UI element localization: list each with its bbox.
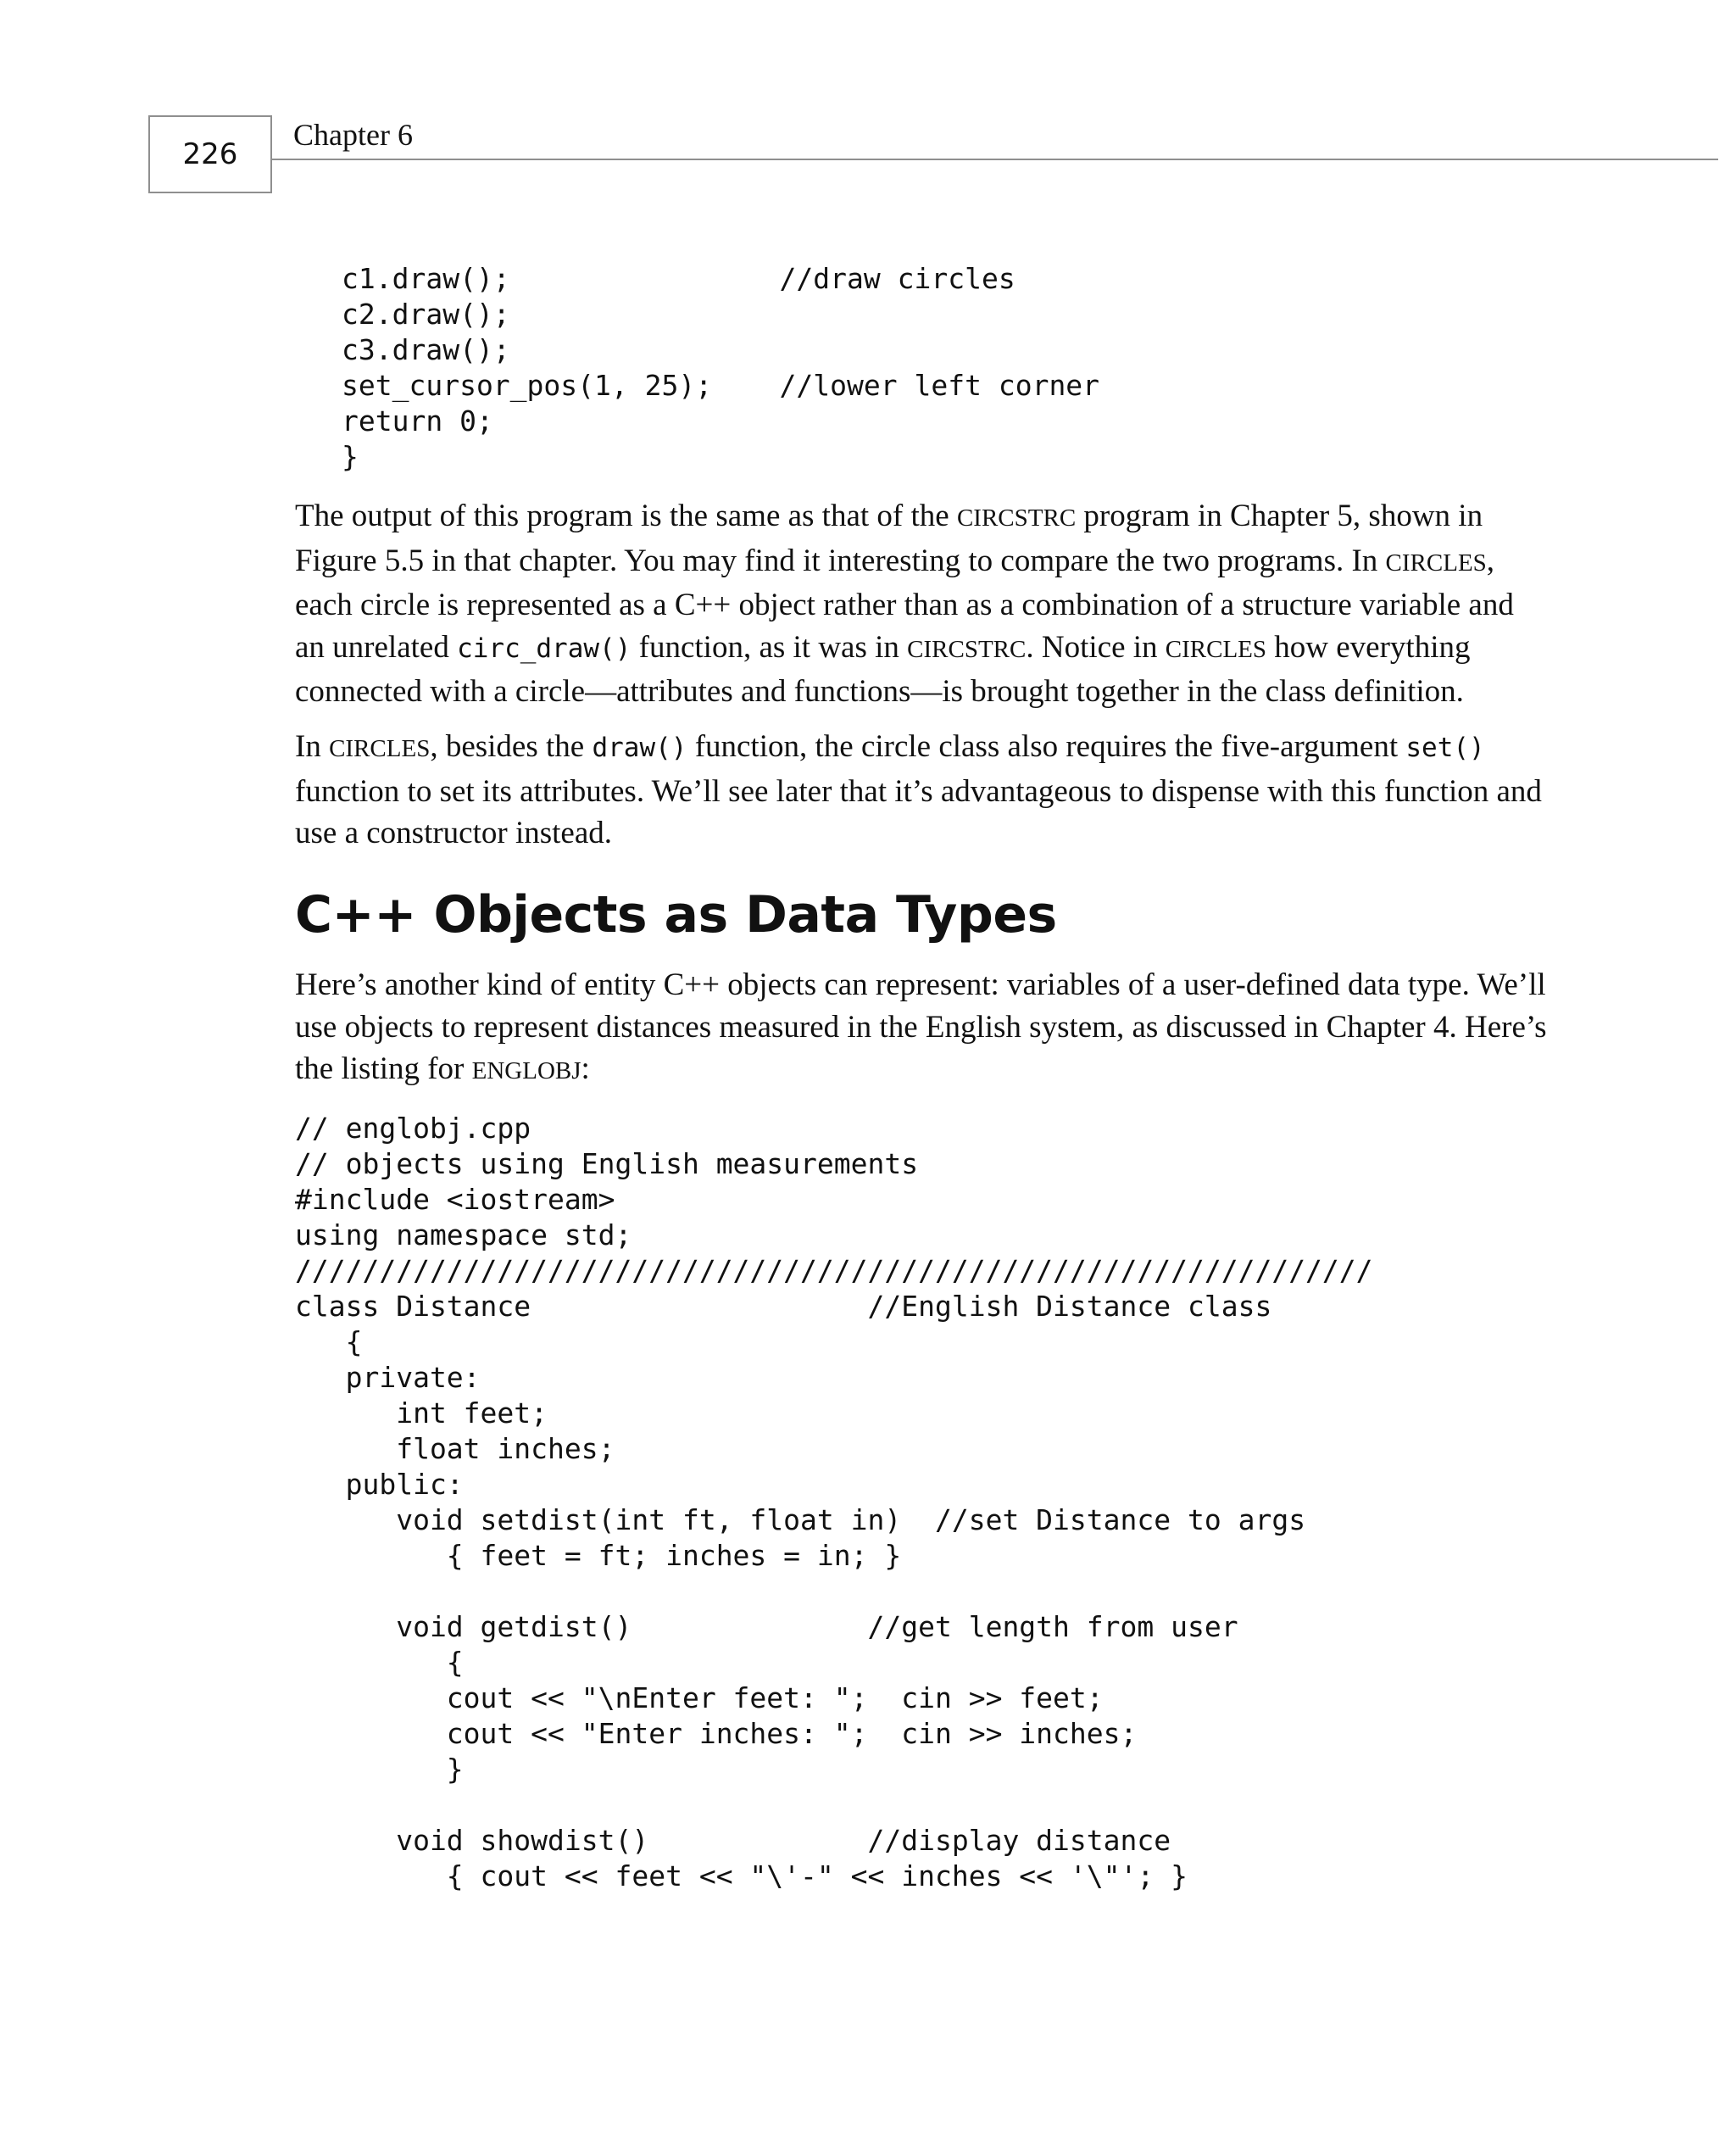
inline-code-circ-draw: circ_draw() <box>457 633 632 664</box>
text-run: function to set its attributes. We’ll see later that it’s advantageous to dispense with this function and use a constructor instead. <box>295 773 1542 850</box>
code-listing-circles-end: c1.draw(); //draw circles c2.draw(); c3.draw(); set_cursor_pos(1, 25); //lower left corner return 0; } <box>342 262 1100 473</box>
running-header-chapter: Chapter 6 <box>293 118 413 152</box>
text-run: : <box>581 1051 590 1086</box>
program-name-circles: CIRCLES <box>1385 549 1487 577</box>
text-run: program in Chapter 5, shown in Figure 5.5 in that chapter. You may find it interesting to compare the two programs. In <box>295 499 1483 578</box>
text-run: . Notice in <box>1026 629 1166 665</box>
page-number: 226 <box>182 137 238 171</box>
code-listing-englobj: // englobj.cpp // objects using English measurements #include <iostream> using namespace std; //////////////////////////////////////////////////////////////// class Distance //English Distance class { private: int feet; float inches; public: void setdist(int ft, float in) //set Distance to args { feet = ft; inches = in; } void getdist() //get length from user { cout << "\nEnter feet: "; cin >> feet; cout << "Enter inches: "; cin >> inches; } void showdist() //display distance { cout << feet << "\'-" << inches << '\"'; } <box>295 1112 1373 1892</box>
program-name-circstrc: CIRCSTRC <box>956 504 1077 532</box>
text-run: In <box>295 729 330 764</box>
section-heading: C++ Objects as Data Types <box>295 885 1057 945</box>
inline-code-set: set() <box>1405 733 1485 763</box>
page-number-box <box>148 115 272 193</box>
inline-code-draw: draw() <box>592 733 687 763</box>
text-run: function, as it was in <box>631 629 908 665</box>
text-run: , besides the <box>430 729 593 764</box>
program-name-circstrc: CIRCSTRC <box>907 635 1027 663</box>
text-run: function, the circle class also requires the five-argument <box>687 729 1406 764</box>
text-run: Here’s another kind of entity C++ objects can represent: variables of a user-defined data type. We’ll use objects to represent distances measured in the English system, as discussed in Chapter 4. Here’s the listing for <box>295 967 1547 1086</box>
text-run: how everything connected with a circle—attributes and functions—is brought together in the class definition. <box>295 629 1471 709</box>
paragraph-englobj-intro <box>295 964 1550 1093</box>
text-run: , each circle is represented as a C++ object rather than as a combination of a structure variable and an unrelated <box>295 543 1514 665</box>
header-rule <box>272 159 1718 160</box>
program-name-englobj: ENGLOBJ <box>471 1057 581 1084</box>
paragraph-circles-set-function <box>295 726 1550 855</box>
text-run: The output of this program is the same as that of the <box>295 499 957 533</box>
paragraph-circles-output <box>295 495 1550 713</box>
program-name-circles: CIRCLES <box>1165 635 1267 663</box>
program-name-circles: CIRCLES <box>329 735 431 762</box>
